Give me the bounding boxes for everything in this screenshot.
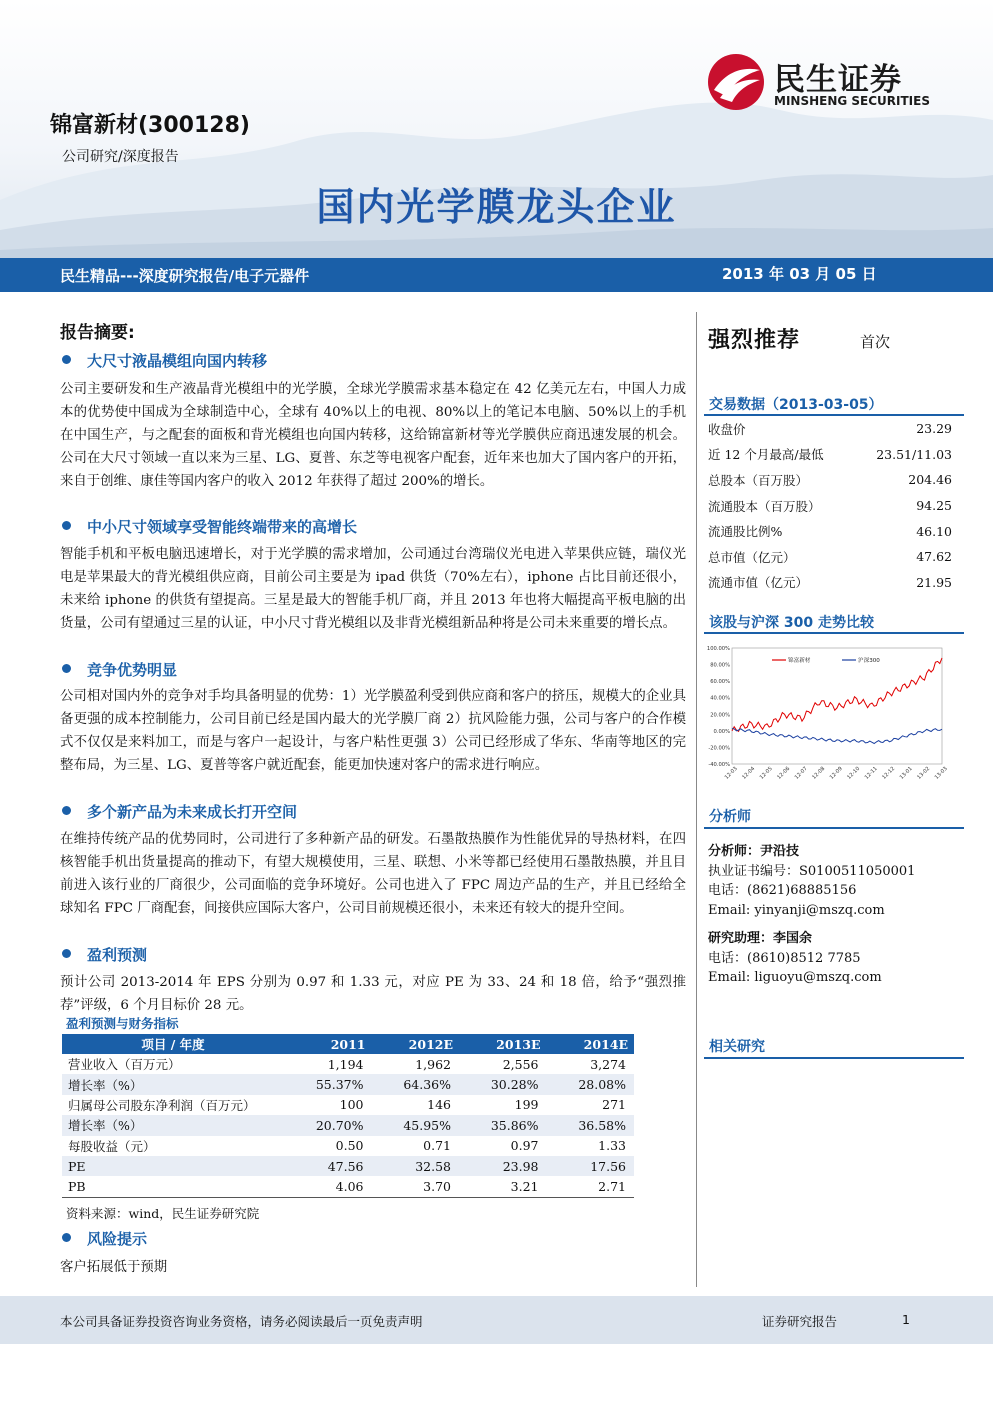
section-body: 公司相对国内外的竞争对手均具备明显的优势：1）光学膜盈利受到供应商和客户的挤压，规模大的企业具备更强的成本控制能力，公司目前已经是国内最大的光学膜厂商 2）抗风险能力强，公司与客户的合作模式不仅仅是来料加工，而是与客户一起设计，与客户粘性更强 3）公司已经形成了华东、华南等地区的完整布局，为三星、LG、夏普等客户就近配套，能更加快速对客户的需求进行响应。 (60, 689, 686, 773)
section-rule (704, 1057, 964, 1059)
column-header: 2012E (372, 1034, 460, 1054)
trade-value: 21.95 (916, 574, 952, 590)
trade-label: 总股本（百万股） (708, 472, 809, 488)
table-cell: 271 (602, 1097, 626, 1113)
table-row (708, 442, 960, 468)
table-source: 资料来源：wind，民生证券研究院 (66, 1206, 260, 1221)
table-row (62, 1115, 634, 1135)
legend-label: 沪深300 (858, 658, 880, 664)
bullet-icon (62, 664, 71, 673)
logo-chinese-name: 民生证券 (774, 62, 902, 98)
footer-disclaimer: 本公司具备证券投资咨询业务资格，请务必阅读最后一页免责声明 (60, 1314, 423, 1329)
table-cell: 4.06 (284, 1176, 372, 1197)
table-cell: 199 (514, 1097, 539, 1113)
x-tick-label: 12-10 (846, 765, 862, 781)
column-header: 2011 (284, 1034, 372, 1054)
series-line-index (732, 728, 942, 743)
column-header: 2014E (547, 1034, 635, 1054)
assistant-email[interactable]: Email: liguoyu@mszq.com (708, 970, 882, 985)
x-tick-label: 12-06 (776, 765, 792, 781)
report-headline: 国内光学膜龙头企业 (316, 185, 677, 229)
table-row (708, 493, 960, 519)
y-tick-label: 60.00% (710, 679, 730, 686)
x-tick-label: 13-03 (933, 765, 949, 781)
rating-note: 首次 (860, 333, 891, 351)
analyst-section-title: 分析师 (709, 809, 751, 825)
risk-body: 客户拓展低于预期 (60, 1260, 168, 1275)
trade-label: 流通股比例% (708, 524, 783, 540)
trade-label: 流通市值（亿元） (708, 575, 809, 591)
table-cell: 1,194 (327, 1056, 364, 1072)
table-cell: 35.86% (459, 1115, 547, 1135)
x-tick-label: 12-05 (758, 765, 774, 781)
x-tick-label: 12-12 (881, 765, 897, 781)
series-line-stock (732, 658, 942, 732)
table-cell: 归属母公司股东净利润（百万元） (68, 1097, 256, 1113)
trade-label: 总市值（亿元） (708, 549, 796, 565)
trade-value: 23.29 (916, 421, 952, 437)
rating: 强烈推荐 (708, 328, 801, 353)
section-rule (704, 827, 964, 829)
analyst-phone: 电话：(8621)68885156 (708, 883, 857, 898)
trade-label: 收盘价 (708, 421, 746, 437)
table-cell: 增长率（%） (62, 1074, 284, 1094)
minsheng-logo-icon (706, 52, 766, 112)
table-cell: 1,962 (415, 1056, 451, 1072)
table-row (708, 467, 960, 493)
trade-value: 204.46 (908, 472, 952, 488)
table-cell: 36.58% (547, 1115, 635, 1135)
y-tick-label: 100.00% (706, 646, 730, 652)
column-header: 2013E (459, 1034, 547, 1054)
table-cell: 0.97 (510, 1138, 539, 1154)
trade-value: 23.51/11.03 (876, 446, 952, 462)
plot-frame (732, 648, 942, 764)
section-title: 竞争优势明显 (62, 659, 177, 680)
report-date: 2013 年 03 月 05 日 (722, 265, 877, 283)
logo-english-name: MINSHENG SECURITIES (774, 94, 930, 108)
assistant-line: 研究助理：李国余 (708, 931, 813, 946)
y-tick-label: 20.00% (710, 712, 730, 719)
section-rule (704, 632, 964, 634)
x-tick-label: 12-04 (741, 765, 757, 781)
table-row (708, 544, 960, 570)
table-cell: 100 (339, 1097, 364, 1113)
bullet-icon (62, 949, 71, 958)
table-row (62, 1176, 634, 1197)
trade-value: 47.62 (916, 549, 952, 565)
column-header: 项目 / 年度 (62, 1034, 284, 1054)
stock-vs-index-chart (702, 640, 950, 794)
section-title: 盈利预测 (62, 944, 147, 965)
table-row (62, 1095, 634, 1115)
table-cell: 55.37% (284, 1074, 372, 1094)
assistant-name: 李国余 (773, 931, 813, 946)
analyst-email[interactable]: Email: yinyanji@mszq.com (708, 903, 885, 918)
financial-forecast-table (62, 1034, 634, 1198)
table-cell: 2,556 (502, 1056, 539, 1072)
table-cell: 3.70 (372, 1176, 460, 1197)
section-body: 公司主要研发和生产液晶背光模组中的光学膜，全球光学膜需求基本稳定在 42 亿美元左右，中国人力成本的优势使中国成为全球制造中心，全球有 40%以上的电视、80%以上的笔记本电脑、50%以上的手机在中国生产，与之配套的面板和背光模组也向国内转移，这给锦富新材等光学膜供应商迅速发展的机会。公司在大尺寸领域一直以来为三星、LG、夏普、东芝等电视客户配套，近年来也加大了国内客户的开拓，来自于创维、康佳等国内客户的收入 2012 年获得了超过 200%的增长。 (60, 382, 686, 489)
table-row (62, 1074, 634, 1094)
bullet-icon (62, 521, 71, 530)
table-cell: 20.70% (284, 1115, 372, 1135)
y-tick-label: -40.00% (708, 762, 730, 768)
analyst-name: 尹沿技 (760, 844, 800, 859)
table-cell: 32.58 (372, 1156, 460, 1176)
report-type: 公司研究/深度报告 (62, 149, 179, 165)
bullet-icon (62, 1233, 71, 1242)
section-title: 多个新产品为未来成长打开空间 (62, 801, 297, 822)
legend-label: 锦富新材 (788, 658, 811, 664)
related-research-title: 相关研究 (709, 1039, 765, 1055)
x-tick-label: 12-11 (863, 765, 879, 781)
table-row (708, 416, 960, 442)
table-row (62, 1054, 634, 1074)
y-tick-label: -20.00% (708, 745, 730, 752)
trade-label: 近 12 个月最高/最低 (708, 447, 824, 463)
table-cell: 0.50 (335, 1138, 364, 1154)
table-row (708, 570, 960, 596)
assistant-phone: 电话：(8610)8512 7785 (708, 951, 861, 966)
brand-logo (706, 52, 936, 114)
column-divider (696, 312, 697, 1287)
x-tick-label: 12-07 (793, 765, 809, 781)
section-body: 预计公司 2013-2014 年 EPS 分别为 0.97 和 1.33 元，对应 PE 为 33、24 和 18 倍，给予“强烈推荐”评级，6 个月目标价 28 元。 (60, 975, 686, 1013)
table-row (62, 1156, 634, 1176)
table-cell: 0.71 (423, 1138, 451, 1154)
x-tick-label: 13-01 (898, 765, 914, 781)
y-tick-label: 80.00% (710, 662, 730, 669)
table-cell: 23.98 (459, 1156, 547, 1176)
analyst-cert: 执业证书编号：S0100511050001 (708, 864, 916, 879)
trade-data-table (708, 416, 960, 595)
table-row (62, 1136, 634, 1156)
table-cell: 3.21 (459, 1176, 547, 1197)
x-tick-label: 12-09 (828, 765, 844, 781)
fin-table-title: 盈利预测与财务指标 (66, 1016, 179, 1031)
bullet-icon (62, 355, 71, 364)
table-cell: 45.95% (372, 1115, 460, 1135)
company-name: 锦富新材(300128) (50, 113, 250, 138)
table-cell: 2.71 (547, 1176, 635, 1197)
trade-value: 46.10 (916, 523, 952, 539)
trade-label: 流通股本（百万股） (708, 498, 821, 514)
y-tick-label: 0.00% (713, 728, 730, 735)
section-title: 大尺寸液晶模组向国内转移 (62, 350, 267, 371)
table-cell: 28.08% (547, 1074, 635, 1094)
chart-title: 该股与沪深 300 走势比较 (709, 615, 874, 631)
table-cell: 营业收入（百万元） (68, 1057, 181, 1073)
table-cell: 增长率（%） (62, 1115, 284, 1135)
page-number: 1 (902, 1312, 910, 1327)
table-cell: 17.56 (547, 1156, 635, 1176)
table-row (708, 518, 960, 544)
table-cell: 3,274 (590, 1056, 626, 1072)
x-tick-label: 12-08 (811, 765, 827, 781)
x-tick-label: 12-03 (723, 765, 739, 781)
table-cell: 30.28% (459, 1074, 547, 1094)
summary-heading: 报告摘要: (60, 323, 135, 343)
table-cell: PE (62, 1156, 284, 1176)
table-cell: 146 (427, 1097, 451, 1113)
table-cell: 47.56 (284, 1156, 372, 1176)
x-tick-label: 13-02 (916, 765, 932, 781)
trade-value: 94.25 (916, 498, 952, 514)
table-header-row (62, 1034, 634, 1054)
bullet-icon (62, 806, 71, 815)
trade-data-title: 交易数据（2013-03-05） (709, 397, 883, 413)
analyst-line: 分析师：尹沿技 (708, 844, 800, 859)
section-title: 中小尺寸领域享受智能终端带来的高增长 (62, 516, 357, 537)
table-cell: PB (62, 1176, 284, 1197)
risk-title: 风险提示 (62, 1228, 147, 1249)
y-tick-label: 40.00% (710, 695, 730, 702)
footer-label: 证券研究报告 (762, 1314, 838, 1329)
table-cell: 每股收益（元） (68, 1138, 156, 1154)
section-body: 在维持传统产品的优势同时，公司进行了多种新产品的研发。石墨散热膜作为性能优异的导热材料，在四核智能手机出货量提高的推动下，有望大规模使用，三星、联想、小米等都已经使用石墨散热膜，并且目前进入该行业的厂商很少，公司面临的竞争环境好。公司也进入了 FPC 周边产品的生产，并且已经给全球知名 FPC 厂商配套，间接供应国际大客户，公司目前规模还很小，未来还有较大的提升空间。 (60, 832, 686, 916)
table-cell: 64.36% (372, 1074, 460, 1094)
table-cell: 1.33 (598, 1138, 626, 1154)
report-series: 民生精品---深度研究报告/电子元器件 (60, 267, 310, 285)
section-body: 智能手机和平板电脑迅速增长，对于光学膜的需求增加，公司通过台湾瑞仪光电进入苹果供应链，瑞仪光电是苹果最大的背光模组供应商，目前公司主要是为 ipad 供货（70%左右），iphone 占比目前还很小，未来给 iphone 的供货有望提高。三星是最大的智能手机厂商，并且 2013 年也将大幅提高平板电脑的出货量，公司有望通过三星的认证，中小尺寸背光模组以及非背光模组新品种将是公司未来重要的增长点。 (60, 547, 686, 631)
